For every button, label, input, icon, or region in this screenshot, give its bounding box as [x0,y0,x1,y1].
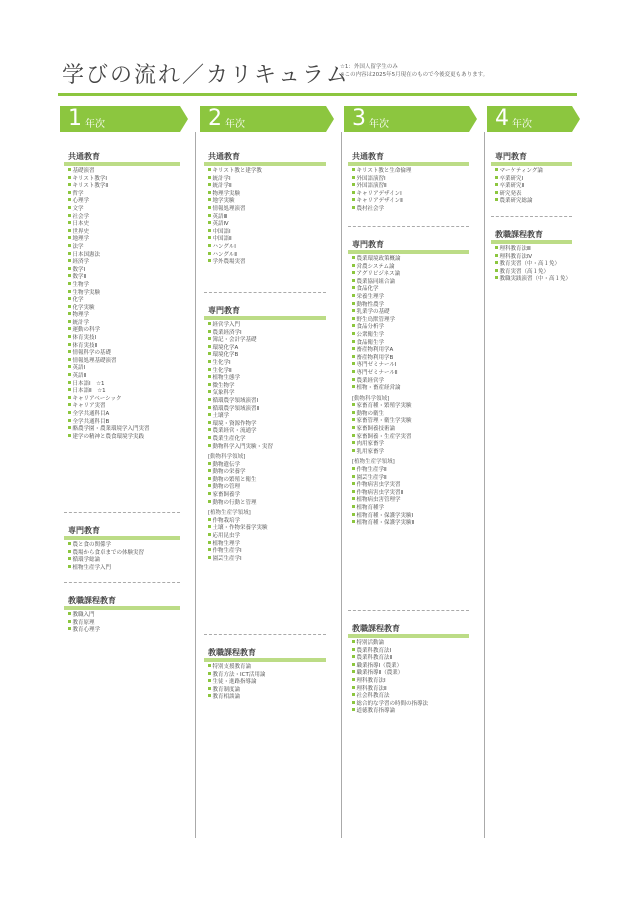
course-item: 動物遺伝学 [208,462,336,470]
section-title: 共通教育 [68,152,100,161]
section-divider [64,582,180,583]
course-item: キリスト教学Ⅱ [68,183,190,191]
course-item: 農と食の関係学 [68,542,190,550]
section-title-bar [64,536,180,540]
course-item: 教職入門 [68,612,190,620]
year-column-1 [60,106,190,838]
section-title: 教職課程教育 [495,230,543,239]
section-title-bar [204,316,326,320]
course-item: 家畜飼養技術論 [352,426,479,434]
course-item: 情報処理基礎演習 [68,358,190,366]
course-item: 農業経済学Ⅰ [208,330,336,338]
course-item: キリスト教学Ⅰ [68,176,190,184]
course-item: 植物育種・保護学実験Ⅰ [352,513,479,521]
course-item: 世界史 [68,229,190,237]
section-title-bar [204,658,326,662]
course-item: 社会科教育法 [352,693,479,701]
course-item: 教育心理学 [68,627,190,635]
course-item: 循環農学領域演習Ⅰ [208,398,336,406]
section-title-bar [348,634,469,638]
course-list [491,246,582,284]
course-item: 動物の行動と管理 [208,500,336,508]
section-divider [348,226,469,227]
course-item: 心理学 [68,198,190,206]
course-item: キャリア実習 [68,403,190,411]
course-item: 農業科教育法Ⅱ [352,655,479,663]
section-divider [64,512,180,513]
section-title: 共通教育 [352,152,384,161]
section-title-bar [348,162,469,166]
course-item: 作物病害虫学実習 [352,482,479,490]
course-item: 日本史 [68,221,190,229]
course-item: 土壌・作物栄養学実験 [208,525,336,533]
course-item: 循環学総論 [68,557,190,565]
course-item: 農業生産化学 [208,436,336,444]
course-item: 教育実習（高１免） [495,269,582,277]
course-item: キャリアベーシック [68,396,190,404]
course-item: 野生鳥獣管理学 [352,317,479,325]
course-list [204,518,336,564]
course-item: 園芸生産学Ⅰ [208,556,336,564]
curriculum-section [348,236,479,528]
course-item: 農業経営・流通学 [208,428,336,436]
course-item: 酪農学園・農業環境学入門実習 [68,426,190,434]
curriculum-section [204,148,336,267]
course-item: 中国語Ⅰ [208,229,336,237]
course-item: 作物生産学Ⅱ [352,467,479,475]
course-list [204,664,336,702]
course-item: 農村社会学 [352,206,479,214]
course-item: 全学共通科目A [68,411,190,419]
year-column-4 [487,106,582,838]
course-item: 理科教育法Ⅲ [495,246,582,254]
course-item: 全学共通科目B [68,419,190,427]
course-item: 農業協同組合論 [352,279,479,287]
course-item: 特別支援教育論 [208,664,336,672]
course-item: 経営学入門 [208,322,336,330]
course-list [348,640,479,716]
course-item: 教育方法・ICT活用論 [208,672,336,680]
column-divider [341,132,342,838]
course-item: 公衆衛生学 [352,332,479,340]
course-item: 簿記・会計学基礎 [208,337,336,345]
course-item: 植物生理学 [208,541,336,549]
course-item: 情報科学の基礎 [68,350,190,358]
course-list [204,168,336,267]
year-number: 4 [495,106,509,131]
course-item: 食品分析学 [352,324,479,332]
course-item: 化学実験 [68,305,190,313]
course-item: 植物育種・保護学実験Ⅱ [352,520,479,528]
course-item: 社会学 [68,214,190,222]
course-item: 食品衛生学 [352,340,479,348]
course-item: 農業経営学 [352,378,479,386]
course-item: 畜産物利用学A [352,347,479,355]
section-title: 専門教育 [352,240,384,249]
course-item: 理科教育法Ⅳ [495,254,582,262]
course-item: 植物生産学入門 [68,565,190,573]
course-list [348,403,479,456]
course-list [348,168,479,214]
course-item: 園芸生産学Ⅱ [352,475,479,483]
course-item: 家畜飼養・生産学実習 [352,434,479,442]
year-number: 3 [352,106,366,131]
course-item: 作物生産学Ⅰ [208,548,336,556]
course-item: 栄養生理学 [352,294,479,302]
column-divider [484,132,485,838]
course-item: 地学実験 [208,198,336,206]
course-item: 英語Ⅲ [208,214,336,222]
course-item: 農業研究総論 [495,198,582,206]
course-item: 英語Ⅳ [208,221,336,229]
curriculum-section [204,644,336,702]
course-item: 応用昆虫学 [208,533,336,541]
course-item: 日本語Ⅱ ☆1 [68,388,190,396]
course-item: 動物性農学 [352,302,479,310]
subfield-label: [動物科学領域] [352,395,390,402]
course-item: 農業環境政策概論 [352,256,479,264]
course-item: 物理学実験 [208,191,336,199]
course-list [204,462,336,508]
course-list [491,168,582,206]
course-item: マーケティング論 [495,168,582,176]
course-item: 職業指導Ⅱ（農業） [352,670,479,678]
section-title-bar [491,240,572,244]
course-item: ハングルⅠ [208,244,336,252]
course-item: 微生物学 [208,383,336,391]
course-item: 食品化学 [352,286,479,294]
course-item: 動物の衛生 [352,411,479,419]
year-number: 1 [68,106,82,131]
section-title-bar [348,250,469,254]
course-item: 英語Ⅰ [68,365,190,373]
course-item: 体育実技Ⅱ [68,343,190,351]
subfield-label: [植物生産学領域] [352,459,395,466]
course-item: 環境化学B [208,352,336,360]
section-divider [204,634,326,635]
course-item: 研究発表 [495,191,582,199]
course-item: 植物育種学 [352,505,479,513]
course-item: 化学 [68,297,190,305]
section-divider [204,292,326,293]
course-item: キリスト教と生命倫理 [352,168,479,176]
course-item: 地理学 [68,236,190,244]
course-item: 数学Ⅱ [68,274,190,282]
section-divider [491,216,572,217]
page-title: 学びの流れ／カリキュラム [62,63,350,88]
course-item: 卒業研究Ⅰ [495,176,582,184]
course-item: 統計学Ⅰ [208,176,336,184]
course-item: 卒業研究Ⅱ [495,183,582,191]
course-item: 情報処理演習 [208,206,336,214]
course-item: 中国語Ⅱ [208,236,336,244]
course-list [348,256,479,393]
course-item: 環境化学A [208,345,336,353]
course-item: 植物・畜産経営論 [352,385,479,393]
course-list [64,542,190,572]
course-item: 家畜飼養学 [208,492,336,500]
course-item: 基礎演習 [68,168,190,176]
course-item: 教育実習（中・高１免） [495,261,582,269]
section-title: 教職課程教育 [208,648,256,657]
course-item: 生徒・進路指導論 [208,679,336,687]
course-item: 気象科学 [208,390,336,398]
curriculum-section [204,302,336,563]
course-item: 生化学Ⅱ [208,368,336,376]
year-header [487,106,532,132]
course-item: 動物の管理 [208,484,336,492]
course-item: 統計学 [68,320,190,328]
course-item: 道徳教育指導論 [352,708,479,716]
course-item: 乳業学の基礎 [352,309,479,317]
course-item: 物理学 [68,312,190,320]
course-item: 乳用家畜学 [352,449,479,457]
course-item: 循環農学領域演習Ⅱ [208,406,336,414]
course-item: 営農システム論 [352,264,479,272]
course-item: 生化学Ⅰ [208,360,336,368]
course-item: アグリビジネス論 [352,271,479,279]
course-item: 日本国憲法 [68,252,190,260]
section-title-bar [491,162,572,166]
year-suffix: 年次 [85,118,105,130]
course-item: ハングルⅡ [208,252,336,260]
section-title-bar [204,162,326,166]
year-header [200,106,245,132]
course-item: 文学 [68,206,190,214]
course-item: 外国語演習Ⅰ [352,176,479,184]
year-header [344,106,389,132]
course-list [64,612,190,635]
course-list [348,467,479,528]
course-item: 教職実践演習（中・高１免） [495,276,582,284]
course-item: 学外農場実習 [208,259,336,267]
course-item: 畜産物利用学B [352,355,479,363]
course-item: 数学Ⅰ [68,267,190,275]
curriculum-section [64,148,190,441]
course-item: 体育実技Ⅰ [68,335,190,343]
course-item: 法学 [68,244,190,252]
course-item: 農業科教育法Ⅰ [352,648,479,656]
section-title: 専門教育 [495,152,527,161]
course-item: 環境・資源作物学 [208,421,336,429]
course-item: 理科教育法Ⅱ [352,686,479,694]
subfield-label: [動物科学領域] [208,454,246,461]
course-item: 作物病害虫学実習Ⅱ [352,490,479,498]
course-item: 生物学 [68,282,190,290]
section-title: 共通教育 [208,152,240,161]
course-item: 教育相談論 [208,694,336,702]
course-item: 動物の栄養学 [208,469,336,477]
course-item: 植物病虫害管理学 [352,497,479,505]
curriculum-section [348,148,479,214]
course-item: 土壌学 [208,413,336,421]
course-item: 職業指導Ⅰ（農業） [352,663,479,671]
course-item: 日本語Ⅰ ☆1 [68,381,190,389]
course-item: 経済学 [68,259,190,267]
course-item: 英語Ⅱ [68,373,190,381]
course-item: 外国語演習Ⅱ [352,183,479,191]
course-item: 総合的な学習の時間の指導法 [352,701,479,709]
course-item: 植物生態学 [208,375,336,383]
course-list [64,168,190,441]
section-title: 専門教育 [68,526,100,535]
course-item: キリスト教と建学教 [208,168,336,176]
year-column-3 [344,106,479,838]
course-item: キャリアデザインⅡ [352,198,479,206]
course-item: 作物栽培学 [208,518,336,526]
course-item: 専門ゼミナールⅡ [352,370,479,378]
subfield-label: [植物生産学領域] [208,510,251,517]
course-item: 哲学 [68,191,190,199]
curriculum-section [64,592,190,635]
year-suffix: 年次 [369,118,389,130]
course-item: 特別活動論 [352,640,479,648]
course-item: 運動の科学 [68,327,190,335]
course-item: 家畜管理・衛生学実験 [352,418,479,426]
page-notes [340,63,488,79]
course-item: 統計学Ⅱ [208,183,336,191]
course-item: 教育原理 [68,620,190,628]
year-column-2 [200,106,336,838]
section-title: 教職課程教育 [352,624,400,633]
section-divider [348,610,469,611]
note-international: ☆1：外国人留学生のみ [340,64,398,70]
curriculum-section [491,226,582,284]
section-title: 専門教育 [208,306,240,315]
column-divider [195,132,196,838]
section-title: 教職課程教育 [68,596,116,605]
course-item: キャリアデザインⅠ [352,191,479,199]
curriculum-section [491,148,582,206]
year-suffix: 年次 [512,118,532,130]
course-item: 農場から食卓までの体験実習 [68,550,190,558]
section-title-bar [64,162,180,166]
section-title-bar [64,606,180,610]
course-item: 理科教育法Ⅰ [352,678,479,686]
title-rule [58,93,577,96]
curriculum-section [348,620,479,716]
year-number: 2 [208,106,222,131]
course-list [204,322,336,451]
course-item: 教育制度論 [208,687,336,695]
course-item: 肉用家畜学 [352,441,479,449]
course-item: 生物学実験 [68,290,190,298]
course-item: 建学の精神と農食環境学実践 [68,434,190,442]
curriculum-section [64,522,190,572]
course-item: 動物科学入門実験・実習 [208,444,336,452]
course-item: 専門ゼミナールⅠ [352,362,479,370]
note-disclaimer: ※この内容は2025年5月現在のもので今後変更もあります。 [340,72,489,78]
year-header [60,106,105,132]
course-item: 動物の繁殖と衛生 [208,477,336,485]
year-suffix: 年次 [225,118,245,130]
course-item: 家畜育種・繁殖学実験 [352,403,479,411]
